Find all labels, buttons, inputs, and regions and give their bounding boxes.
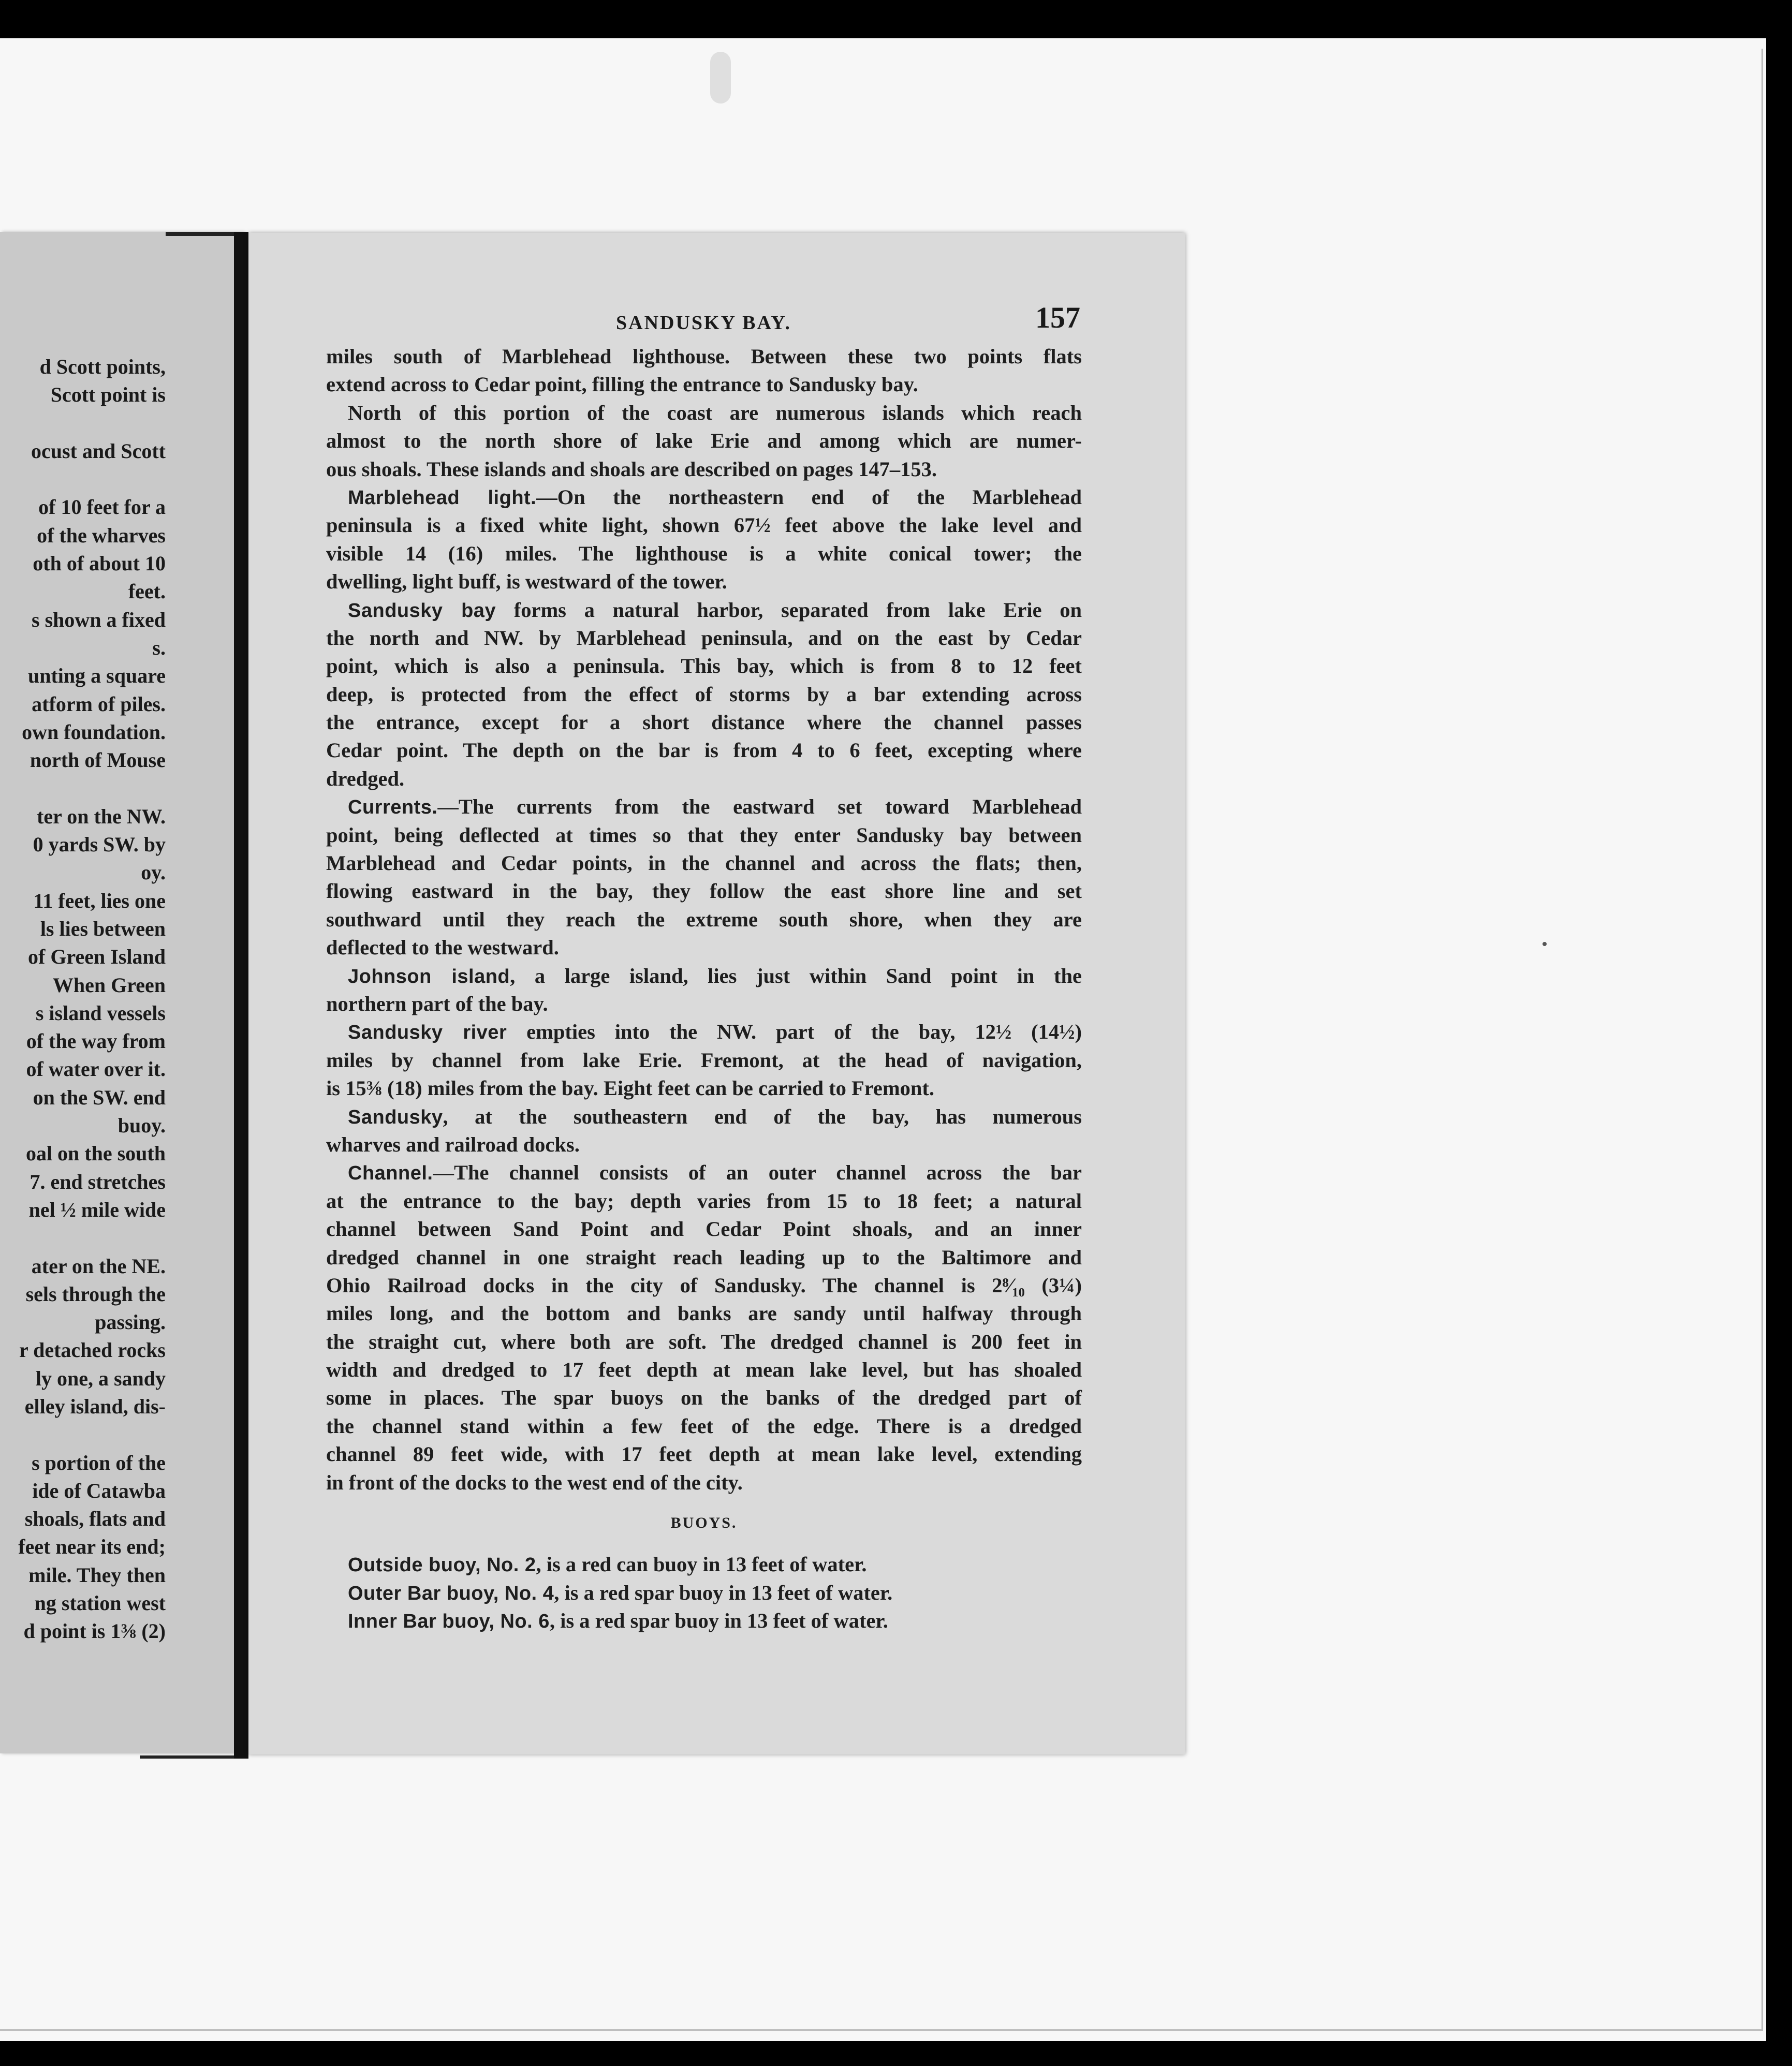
paragraph-lead-channel: Channel.—The channel consists of an outer channel across the bar — [348, 1161, 1082, 1185]
buoys-heading: BUOYS. — [670, 1514, 738, 1532]
facing-page-top-edge — [166, 232, 243, 236]
buoy-name: Outside buoy, No. 2 — [348, 1554, 536, 1576]
facing-line: s island vessels — [35, 1001, 166, 1025]
paragraph-lead-currents: Currents.—The currents from the eastward set toward Marblehead — [348, 795, 1082, 819]
facing-line: elley island, dis- — [24, 1394, 166, 1418]
run-in-heading: Sandusky bay — [348, 599, 496, 622]
buoy-list — [326, 1551, 1082, 1635]
facing-line: ls lies between — [40, 917, 166, 940]
facing-line: sels through the — [25, 1282, 166, 1306]
facing-line: atform of piles. — [32, 692, 166, 716]
facing-line: feet. — [128, 580, 166, 603]
facing-line — [0, 409, 166, 437]
text-line: Marblehead and Cedar points, in the channel and across the flats; then, — [326, 851, 1082, 875]
text-line: Ohio Railroad docks in the city of Sandusky. The channel is 2⁸⁄₁₀ (3¼) — [326, 1273, 1082, 1297]
run-in-heading: Sandusky — [348, 1106, 443, 1128]
facing-line: own foundation. — [22, 720, 166, 744]
facing-line: ocust and Scott — [31, 439, 166, 463]
text-line: the entrance, except for a short distance where the channel passes — [326, 711, 1082, 734]
text-line: miles long, and the bottom and banks are sandy until halfway through — [326, 1302, 1082, 1325]
run-in-heading: Johnson island — [348, 965, 510, 987]
facing-line: ater on the NE. — [31, 1254, 166, 1278]
facing-line: mile. They then — [28, 1563, 166, 1587]
buoy-name: Inner Bar buoy, No. 6 — [348, 1611, 550, 1633]
book-gutter — [234, 232, 248, 1759]
page-157 — [248, 233, 1185, 1754]
text-line: southward until they reach the extreme south shore, when they are — [326, 907, 1082, 931]
facing-line: When Green — [52, 973, 166, 997]
facing-line — [0, 465, 166, 493]
facing-line: Scott point is — [50, 383, 166, 407]
buoy-entry: Outside buoy, No. 2, is a red can buoy in 13 feet of water. — [348, 1553, 867, 1576]
facing-page — [0, 232, 243, 1753]
facing-line: ly one, a sandy — [35, 1366, 166, 1390]
text-line: extend across to Cedar point, filling the entrance to Sandusky bay. — [326, 373, 918, 396]
facing-line: feet near its end; — [18, 1535, 166, 1559]
text-line: point, which is also a peninsula. This bay, which is from 8 to 12 feet — [326, 654, 1082, 678]
text-line: peninsula is a fixed white light, shown 67½ feet above the lake level and — [326, 513, 1082, 537]
text-line: the north and NW. by Marblehead peninsula, and on the east by Cedar — [326, 626, 1082, 650]
text-line: the channel stand within a few feet of the edge. There is a dredged — [326, 1414, 1082, 1438]
text-line: at the entrance to the bay; depth varies from 15 to 18 feet; a natural — [326, 1189, 1082, 1213]
text-line: point, being deflected at times so that they enter Sandusky bay between — [326, 823, 1082, 847]
facing-line — [0, 1421, 166, 1449]
facing-line: ter on the NW. — [37, 804, 166, 828]
text-line: visible 14 (16) miles. The lighthouse is a white conical tower; the — [326, 541, 1082, 565]
facing-line: oth of about 10 — [33, 552, 166, 575]
run-in-heading: Currents. — [348, 796, 438, 819]
text-line: some in places. The spar buoys on the banks of the dredged part of — [326, 1386, 1082, 1410]
facing-line: ide of Catawba — [32, 1479, 166, 1502]
film-speck — [1543, 942, 1547, 946]
facing-line: of the way from — [26, 1029, 166, 1053]
page-header — [248, 300, 1185, 336]
text-line: ous shoals. These islands and shoals are described on pages 147–153. — [326, 457, 937, 481]
paragraph-lead-sandusky-river: Sandusky river empties into the NW. part of the bay, 12½ (14½) — [348, 1020, 1082, 1044]
text-line: is 15⅜ (18) miles from the bay. Eight feet can be carried to Fremont. — [326, 1076, 935, 1100]
facing-line — [0, 774, 166, 802]
run-in-heading: Channel. — [348, 1162, 433, 1185]
text-line: almost to the north shore of lake Erie and among which are numer- — [326, 429, 1082, 453]
facing-line: 7. end stretches — [30, 1170, 166, 1193]
text-line: dwelling, light buff, is westward of the tower. — [326, 570, 727, 594]
buoy-name: Outer Bar buoy, No. 4 — [348, 1582, 554, 1604]
buoy-entry: Outer Bar buoy, No. 4, is a red spar buoy in 13 feet of water. — [348, 1581, 893, 1604]
page-number: 157 — [1035, 301, 1080, 334]
facing-line: s portion of the — [32, 1451, 166, 1474]
text-line: dredged channel in one straight reach leading up to the Baltimore and — [326, 1245, 1082, 1269]
text-line: Cedar point. The depth on the bar is from 4 to 6 feet, excepting where — [326, 739, 1082, 762]
facing-line: 0 yards SW. by — [33, 833, 166, 857]
paragraph-lead-sandusky-bay: Sandusky bay forms a natural harbor, separated from lake Erie on — [348, 598, 1082, 622]
text-line: width and dredged to 17 feet depth at mean lake level, but has shoaled — [326, 1358, 1082, 1382]
facing-line: of 10 feet for a — [38, 495, 166, 519]
facing-line: s. — [152, 636, 166, 659]
text-line: in front of the docks to the west end of the city. — [326, 1470, 743, 1494]
text-line: miles by channel from lake Erie. Fremont, at the head of navigation, — [326, 1048, 1082, 1072]
facing-line: unting a square — [27, 664, 166, 688]
text-line: wharves and railroad docks. — [326, 1132, 580, 1156]
buoy-entry: Inner Bar buoy, No. 6, is a red spar buoy in 13 feet of water. — [348, 1609, 888, 1633]
facing-page-bottom-edge — [140, 1755, 243, 1759]
facing-line: 11 feet, lies one — [33, 889, 166, 912]
text-line: northern part of the bay. — [326, 992, 548, 1015]
facing-line: of Green Island — [28, 945, 166, 969]
facing-line: d point is 1⅜ (2) — [23, 1619, 166, 1643]
facing-line: of water over it. — [26, 1057, 166, 1081]
facing-line: s shown a fixed — [32, 608, 166, 631]
facing-line: of the wharves — [37, 523, 166, 547]
facing-line: passing. — [95, 1310, 166, 1334]
facing-line: shoals, flats and — [24, 1507, 166, 1531]
facing-line: d Scott points, — [39, 355, 166, 378]
facing-line: nel ½ mile wide — [28, 1198, 166, 1221]
facing-line: oy. — [141, 861, 166, 884]
text-line: dredged. — [326, 766, 405, 790]
facing-line — [0, 1224, 166, 1252]
text-line: flowing eastward in the bay, they follow the east shore line and set — [326, 879, 1082, 903]
text-line: channel 89 feet wide, with 17 feet depth at mean lake level, extending — [326, 1442, 1082, 1466]
facing-line: ng station west — [34, 1591, 166, 1615]
paragraph-lead-johnson-island: Johnson island, a large island, lies just within Sand point in the — [348, 964, 1082, 987]
paragraph-lead-marblehead-light: Marblehead light.—On the northeastern end of the Marblehead — [348, 485, 1082, 509]
run-in-heading: Sandusky river — [348, 1022, 507, 1044]
text-line: the straight cut, where both are soft. The dredged channel is 200 feet in — [326, 1330, 1082, 1353]
facing-line: north of Mouse — [30, 748, 166, 772]
facing-line: r detached rocks — [19, 1338, 166, 1362]
facing-page-text — [0, 353, 166, 1646]
facing-line: on the SW. end — [33, 1085, 166, 1109]
run-in-heading: Marblehead light. — [348, 486, 537, 509]
running-head: SANDUSKY BAY. — [616, 312, 791, 334]
facing-line: oal on the south — [25, 1142, 166, 1165]
text-line: deflected to the westward. — [326, 936, 559, 960]
page-body — [326, 343, 1082, 1635]
text-line: miles south of Marblehead lighthouse. Between these two points flats — [326, 345, 1082, 368]
text-line: deep, is protected from the effect of storms by a bar extending across — [326, 682, 1082, 706]
paragraph-lead-sandusky: Sandusky, at the southeastern end of the bay, has numerous — [348, 1104, 1082, 1128]
facing-line: buoy. — [117, 1114, 166, 1138]
text-line: channel between Sand Point and Cedar Point shoals, and an inner — [326, 1217, 1082, 1241]
text-line: North of this portion of the coast are numerous islands which reach — [348, 401, 1082, 424]
film-smudge — [710, 52, 731, 104]
